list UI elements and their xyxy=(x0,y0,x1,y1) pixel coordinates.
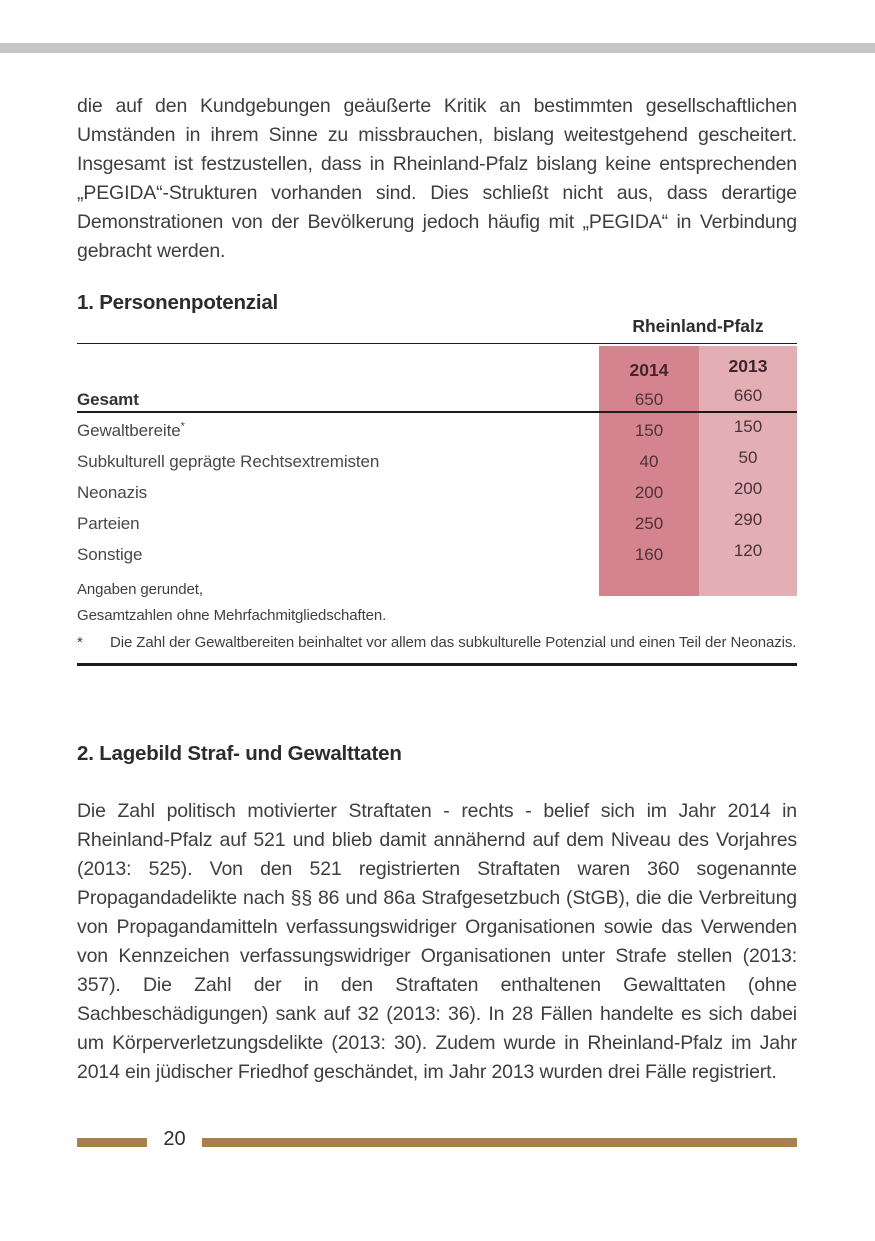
table-header-row xyxy=(77,356,797,384)
intro-paragraph: die auf den Kundgebungen geäußerte Kritik an bestimmten gesellschaftlichen Umständen in ihrem Sinne zu missbrauchen, bislang weitestgehend gescheitert. Insgesamt ist festzustellen, dass in Rheinland-Pfalz bislang keine entsprechenden „PEGIDA“-Strukturen vorhanden sind. Dies schließt nicht aus, dass derartige Demonstrationen von der Bevölkerung jedoch häufig mit „PEGIDA“ in Verbindung gebracht werden. xyxy=(77,95,797,262)
col-header-2014: 2014 xyxy=(629,359,669,380)
value-parteien-2013: 290 xyxy=(733,510,763,529)
row-label-subkulturell: Subkulturell geprägte Rechtsextremisten xyxy=(77,452,380,471)
value-gesamt-2014: 650 xyxy=(634,390,664,409)
value-gewaltbereite-2014: 150 xyxy=(634,421,664,440)
value-gesamt-2013: 660 xyxy=(733,386,763,405)
table-footnote xyxy=(77,634,797,651)
table-bottom-rule xyxy=(77,663,797,666)
page-number: 20 xyxy=(163,1128,186,1150)
table-row xyxy=(77,417,797,445)
row-label-neonazis: Neonazis xyxy=(77,483,148,502)
table-gesamt-rule xyxy=(77,411,797,413)
table-region-label: Rheinland-Pfalz xyxy=(632,316,764,336)
table-row xyxy=(77,510,797,538)
value-parteien-2014: 250 xyxy=(634,514,664,533)
top-gray-bar xyxy=(0,43,875,53)
section-2-heading: 2. Lagebild Straf- und Gewalttaten xyxy=(77,742,402,765)
row-label-sonstige: Sonstige xyxy=(77,545,143,564)
value-sonstige-2013: 120 xyxy=(733,541,763,560)
col-header-2013: 2013 xyxy=(728,355,768,376)
value-subkulturell-2014: 40 xyxy=(639,452,659,471)
value-gewaltbereite-2013: 150 xyxy=(733,417,763,436)
section-1-heading: 1. Personenpotenzial xyxy=(77,291,279,314)
value-subkulturell-2013: 50 xyxy=(738,448,758,467)
footer-left-bar xyxy=(77,1138,147,1147)
value-neonazis-2014: 200 xyxy=(634,483,664,502)
value-sonstige-2014: 160 xyxy=(634,545,664,564)
table-row xyxy=(77,386,797,414)
table-top-rule xyxy=(77,343,797,344)
footnote-marker: * xyxy=(77,634,83,651)
row-label-gewaltbereite: Gewaltbereite* xyxy=(77,420,185,440)
table-note-memberships: Gesamtzahlen ohne Mehrfachmitgliedschaften. xyxy=(77,607,387,624)
footer-right-bar xyxy=(202,1138,797,1147)
footnote-marker-superscript: * xyxy=(180,420,185,433)
personenpotenzial-table xyxy=(77,316,797,668)
table-row xyxy=(77,448,797,476)
section-2-paragraph: Die Zahl politisch motivierter Straftaten - rechts - belief sich im Jahr 2014 in Rheinland-Pfalz auf 521 und blieb damit annähernd auf dem Niveau des Vorjahres (2013: 525). Von den 521 registrierten Straftaten waren 360 sogenannte Propagandadelikte nach §§ 86 und 86a Strafgesetzbuch (StGB), die die Verbreitung von Propagandamitteln verfassungswidriger Organisationen sowie das Verwenden von Kennzeichen verfassungswidriger Organisationen unter Strafe stellen (2013: 357). Die Zahl der in den Straftaten enthaltenen Gewalttaten (ohne Sachbeschädigungen) sank auf 32 (2013: 36). In 28 Fällen handelte es sich dabei um Körperverletzungsdelikte (2013: 30). Zudem wurde in Rheinland-Pfalz im Jahr 2014 ein jüdischer Friedhof geschändet, im Jahr 2013 wurden drei Fälle registriert. xyxy=(77,800,797,1083)
row-label-gesamt: Gesamt xyxy=(77,390,139,409)
value-neonazis-2013: 200 xyxy=(733,479,763,498)
table-row xyxy=(77,479,797,507)
row-label-parteien: Parteien xyxy=(77,514,140,533)
table-note-rounding: Angaben gerundet, xyxy=(77,581,203,598)
footnote-text: Die Zahl der Gewaltbereiten beinhaltet vor allem das subkulturelle Potenzial und einen Teil der Neonazis. xyxy=(110,634,797,651)
table-row xyxy=(77,541,797,569)
